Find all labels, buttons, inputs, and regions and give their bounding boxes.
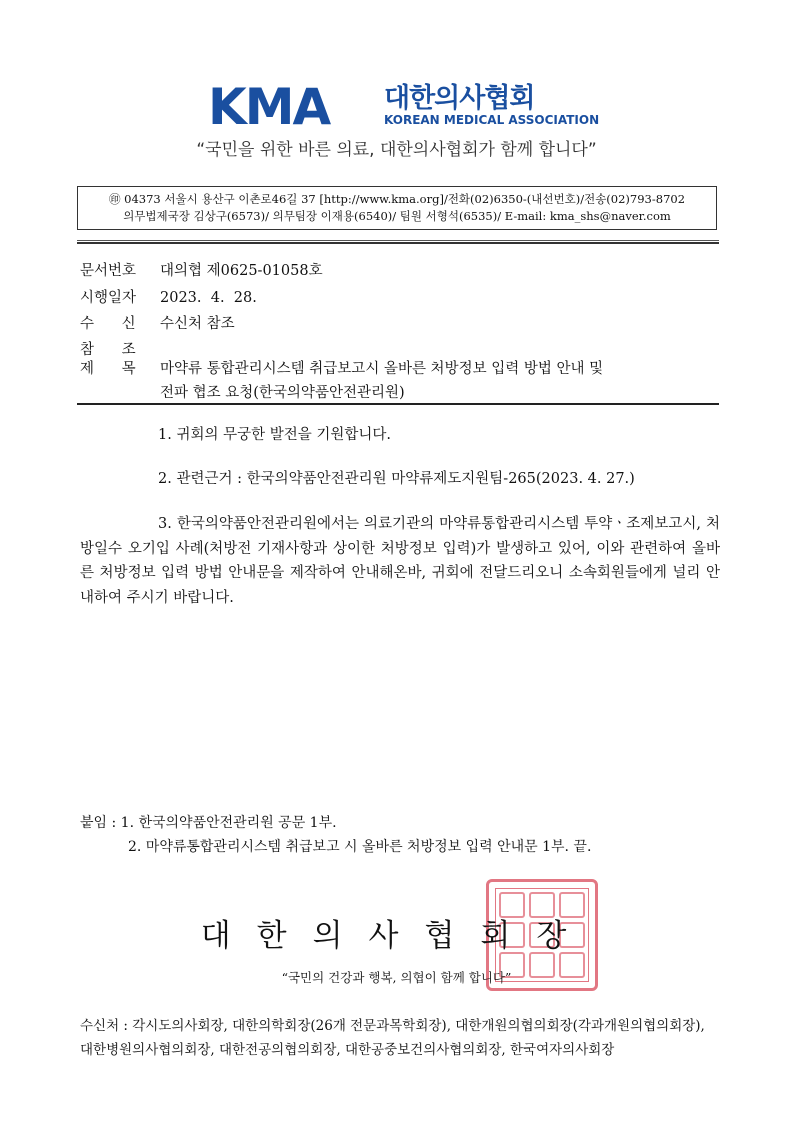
paragraph-2: 2. 관련근거 : 한국의약품안전관리원 마약류제도지원팀-265(2023. 4. 27.) — [158, 471, 635, 487]
doc-number: 대의협 제0625-01058호 — [160, 263, 323, 279]
attachment-item-2: 2. 마약류통합관리시스템 취급보고 시 올바른 처방정보 입력 안내문 1부. 끝. — [128, 839, 592, 855]
recipients-list: 수신처 : 각시도의사회장, 대한의학회장(26개 전문과목학회장), 대한개원의협의회장(각과개원의협의회장), 대한병원의사협의회장, 대한전공의협의회장, 대한공중보건의사협의회장, 한국여자의사회장 — [80, 1018, 705, 1058]
contact-line-staff: 의무법제국장 김상구(6573)/ 의무팀장 이재용(6540)/ 팀원 서형석(6535)/ E-mail: kma_shs@naver.com — [123, 209, 671, 223]
contact-box — [77, 186, 717, 230]
issuer-name: 대한의사협회장 — [200, 918, 593, 954]
subject-label: 제 목 — [80, 361, 136, 377]
subject-row — [80, 357, 603, 381]
attachment-row-1 — [80, 811, 337, 835]
doc-number-label: 문서번호 — [80, 263, 137, 279]
subject-line-1: 마약류 통합관리시스템 취급보고시 올바른 처방정보 입력 방법 안내 및 — [160, 361, 604, 377]
subject-divider — [77, 403, 719, 406]
contact-line-address: ㊞ 04373 서울시 용산구 이촌로46길 37 [http://www.kma.org]/전화(02)6350-(내선번호)/전송(02)793-8702 — [108, 192, 686, 206]
paragraph-3: 3. 한국의약품안전관리원에서는 의료기관의 마약류통합관리시스템 투약ㆍ조제보고시, 처방일수 오기입 사례(처방전 기재사항과 상이한 처방정보 입력)가 발생하고 있어, 이와 관련하여 올바른 처방정보 입력 방법 안내문을 제작하여 안내해온바, 귀회에 전달드리오니 소속회원들에게 널리 안내하여 주시기 바랍니다. — [80, 516, 720, 606]
date-value: 2023. 4. 28. — [160, 290, 257, 306]
header-divider — [77, 240, 719, 244]
logo-korean-name: 대한의사협회 — [384, 83, 535, 114]
attachment-item-1: 1. 한국의약품안전관리원 공문 1부. — [120, 815, 337, 831]
logo-letters: KMA — [208, 78, 330, 136]
reference-label: 참 조 — [80, 342, 136, 358]
issuer-slogan: “국민의 건강과 행복, 의협이 함께 합니다” — [281, 970, 512, 985]
recipient-value: 수신처 참조 — [160, 316, 235, 332]
subject-line-2: 전파 협조 요청(한국의약품안전관리원) — [160, 385, 405, 401]
recipient-label: 수 신 — [80, 316, 136, 332]
attachment-label: 붙임 : — [80, 815, 121, 831]
date-row — [80, 286, 257, 310]
paragraph-1: 1. 귀회의 무궁한 발전을 기원합니다. — [158, 427, 391, 443]
logo-english-name: KOREAN MEDICAL ASSOCIATION — [384, 113, 600, 127]
header-slogan: “국민을 위한 바른 의료, 대한의사협회가 함께 합니다” — [196, 140, 597, 160]
doc-number-row — [80, 259, 323, 283]
date-label: 시행일자 — [80, 290, 137, 306]
recipient-row — [80, 312, 235, 336]
kma-logo — [208, 78, 600, 136]
